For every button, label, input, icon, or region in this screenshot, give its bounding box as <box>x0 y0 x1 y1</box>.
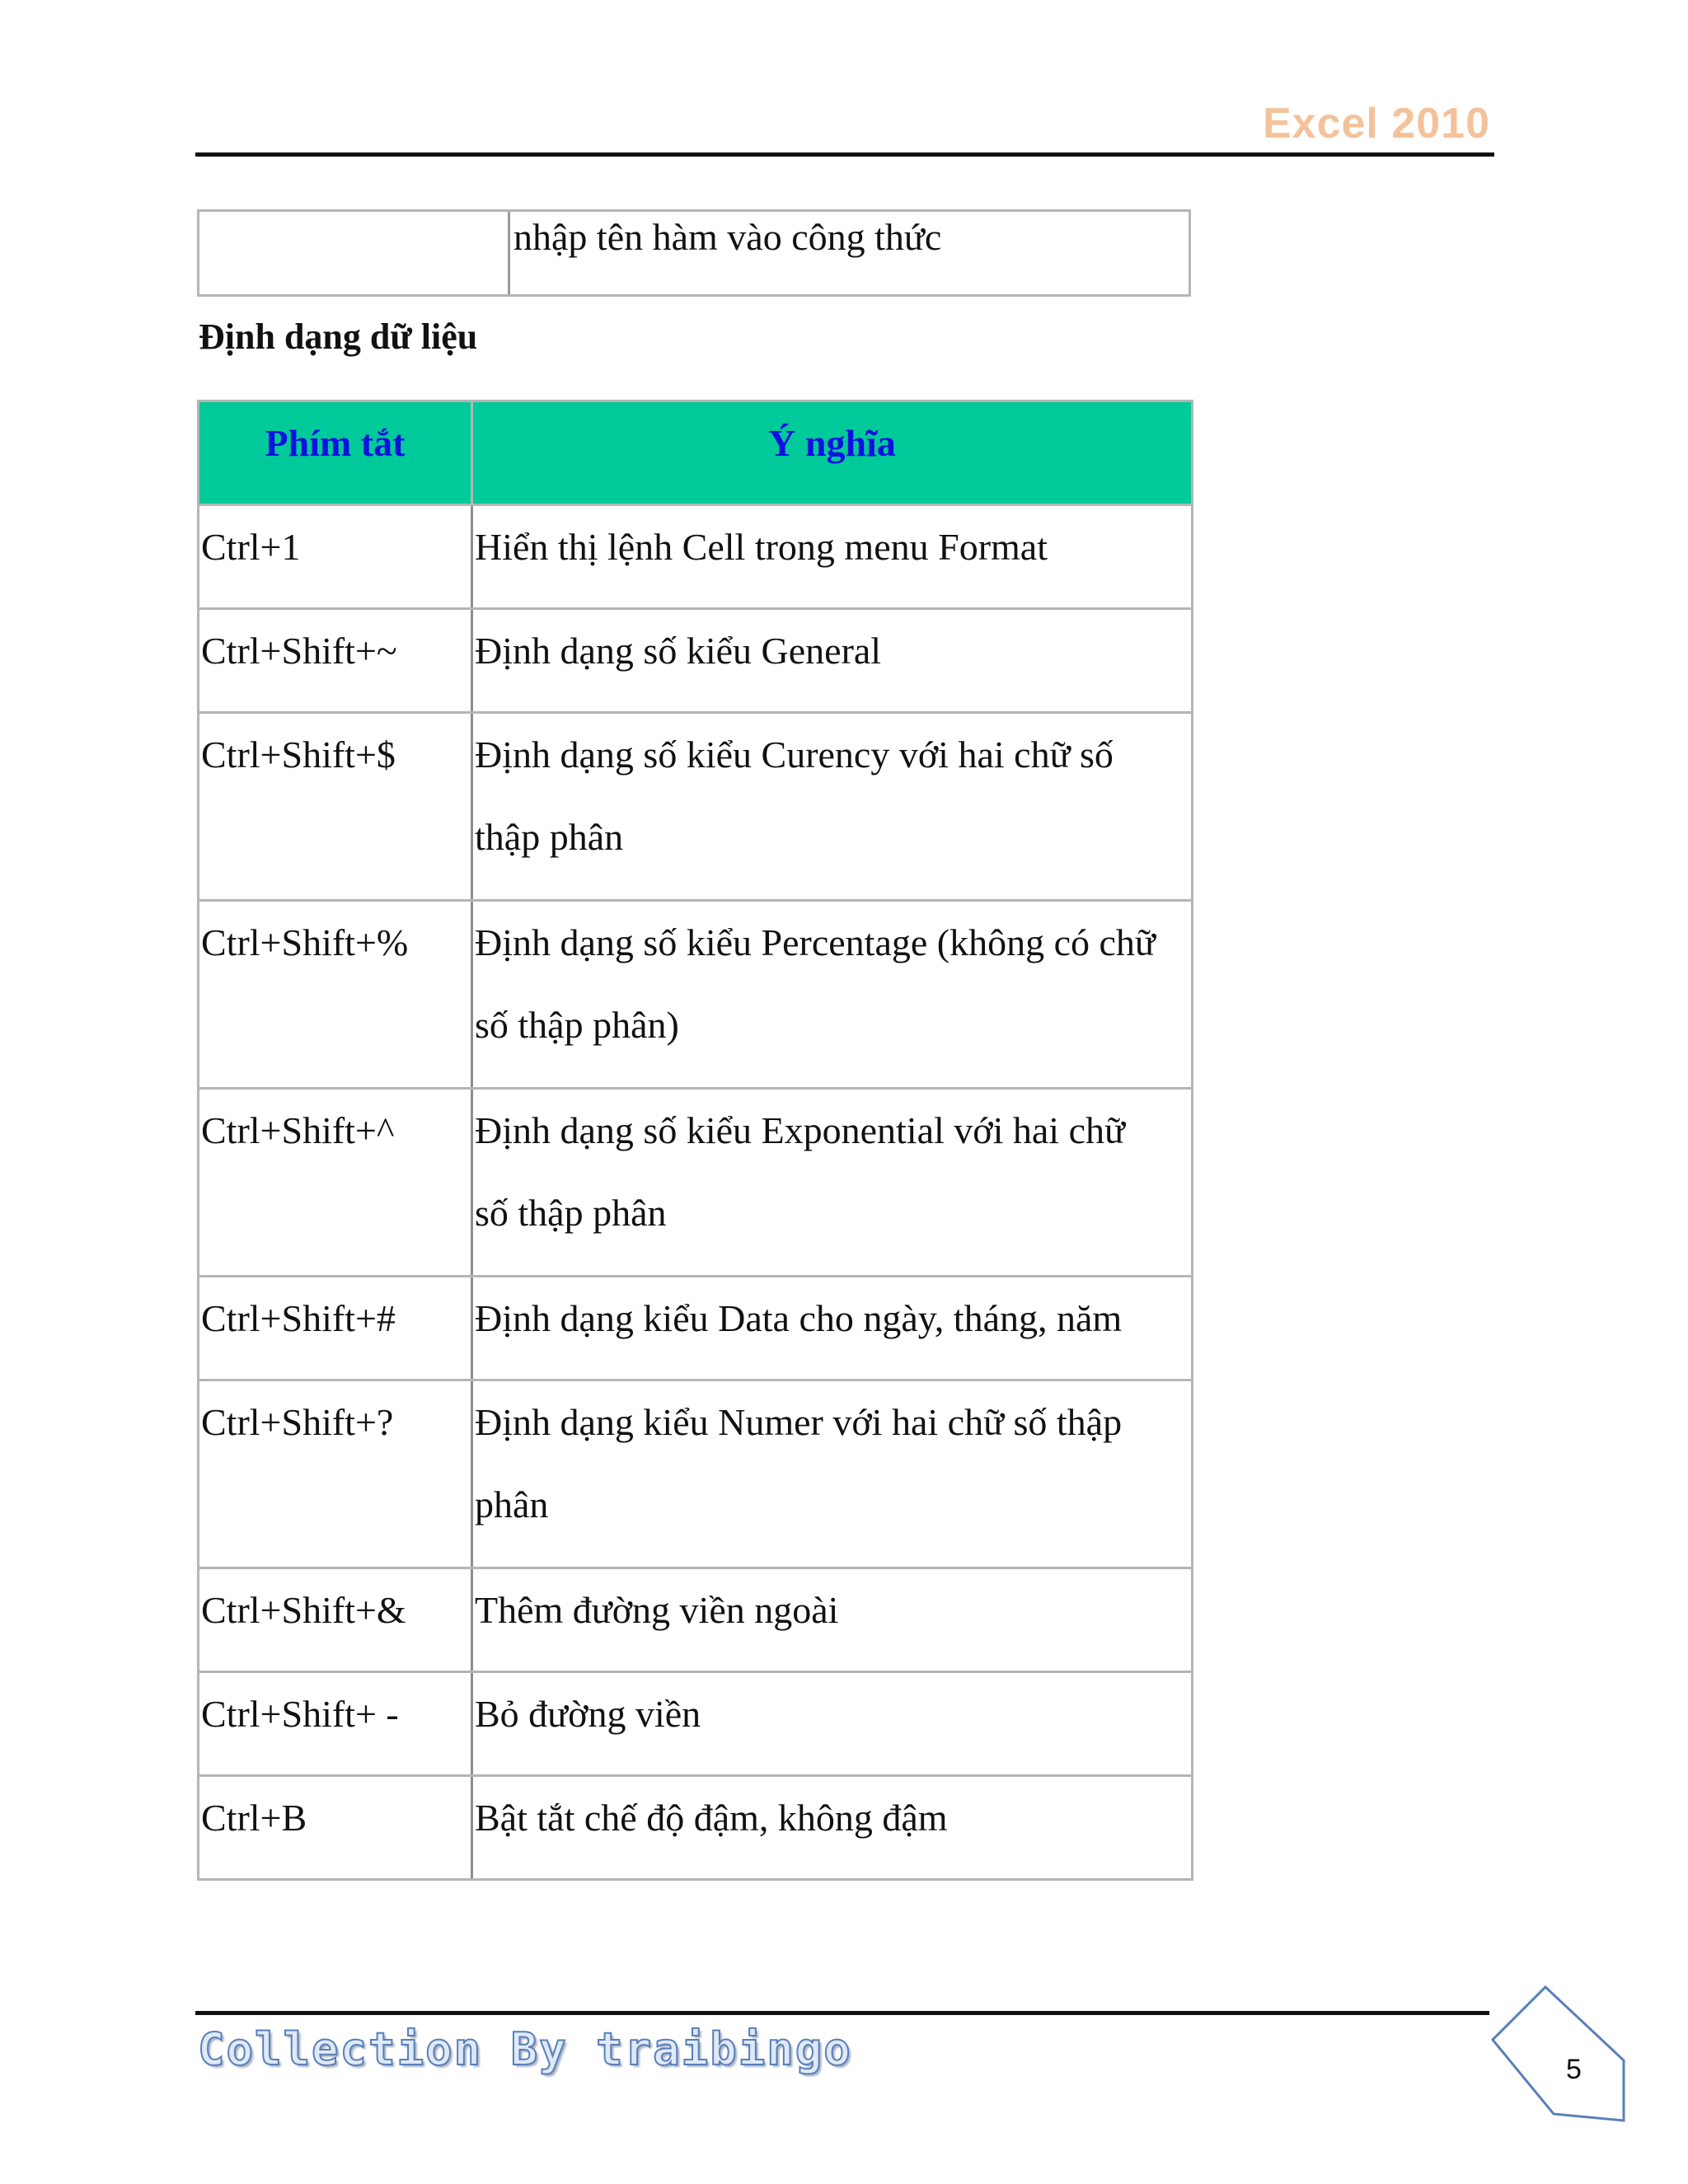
meaning-cell <box>472 505 1193 609</box>
shortcut-cell: Ctrl+B <box>199 1776 472 1880</box>
section-heading: Định dạng dữ liệu <box>199 316 478 357</box>
meaning-line: Định dạng kiểu Numer với hai chữ số thập <box>475 1401 1123 1443</box>
page-number: 5 <box>1566 2054 1582 2085</box>
meaning-cell <box>472 713 1193 901</box>
meaning-line: Định dạng số kiểu Percentage (không có chữ <box>475 921 1156 963</box>
meaning-cell <box>472 1089 1193 1277</box>
shortcut-cell: Ctrl+Shift+^ <box>199 1089 472 1277</box>
meaning-line: Bật tắt chế độ đậm, không đậm <box>475 1797 948 1839</box>
meaning-cell <box>472 1277 1193 1380</box>
shortcut-cell: Ctrl+1 <box>199 505 472 609</box>
footer-text: Collection By traibingo <box>198 2023 852 2075</box>
shortcut-cell: Ctrl+Shift+% <box>199 901 472 1089</box>
table-row <box>199 901 1193 1089</box>
column-header-meaning: Ý nghĩa <box>472 401 1193 505</box>
meaning-line: thập phân <box>475 816 624 858</box>
table-row <box>199 1089 1193 1277</box>
meaning-line: Định dạng kiểu Data cho ngày, tháng, năm <box>475 1297 1123 1339</box>
shortcut-cell: Ctrl+Shift+$ <box>199 713 472 901</box>
meaning-line: Định dạng số kiểu Curency với hai chữ số <box>475 733 1114 776</box>
meaning-line: số thập phân) <box>475 1004 679 1046</box>
meaning-cell <box>472 1672 1193 1776</box>
shortcut-cell: Ctrl+Shift+& <box>199 1568 472 1672</box>
meaning-line: Thêm đường viền ngoài <box>475 1589 839 1631</box>
table-row <box>199 505 1193 609</box>
meaning-line: Định dạng số kiểu General <box>475 630 882 672</box>
continuation-key-cell <box>199 212 510 294</box>
shortcut-table <box>197 400 1193 1881</box>
footer-rule <box>195 2011 1489 2015</box>
meaning-line: phân <box>475 1483 549 1526</box>
meaning-cell <box>472 609 1193 713</box>
meaning-line: Hiển thị lệnh Cell trong menu Format <box>475 526 1048 568</box>
meaning-cell <box>472 1776 1193 1880</box>
header-rule <box>195 152 1494 157</box>
table-row <box>199 713 1193 901</box>
continuation-table <box>197 209 1191 297</box>
shortcut-cell: Ctrl+Shift+~ <box>199 609 472 713</box>
meaning-line: Bỏ đường viền <box>475 1693 701 1735</box>
column-header-shortcut: Phím tắt <box>199 401 472 505</box>
shortcut-cell: Ctrl+Shift+# <box>199 1277 472 1380</box>
meaning-cell <box>472 901 1193 1089</box>
meaning-line: Định dạng số kiểu Exponential với hai chữ <box>475 1109 1125 1151</box>
continuation-meaning-cell: nhập tên hàm vào công thức <box>513 216 942 258</box>
shortcut-cell: Ctrl+Shift+ - <box>199 1672 472 1776</box>
table-row <box>199 1776 1193 1880</box>
table-header-row <box>199 401 1193 505</box>
table-row <box>199 1380 1193 1568</box>
header-title: Excel 2010 <box>1262 100 1490 148</box>
table-row <box>199 1568 1193 1672</box>
meaning-cell <box>472 1568 1193 1672</box>
meaning-line: số thập phân <box>475 1192 667 1234</box>
page-badge-icon <box>1488 1982 1628 2122</box>
meaning-cell <box>472 1380 1193 1568</box>
table-row <box>199 609 1193 713</box>
shortcut-cell: Ctrl+Shift+? <box>199 1380 472 1568</box>
table-row <box>199 1277 1193 1380</box>
table-row <box>199 1672 1193 1776</box>
